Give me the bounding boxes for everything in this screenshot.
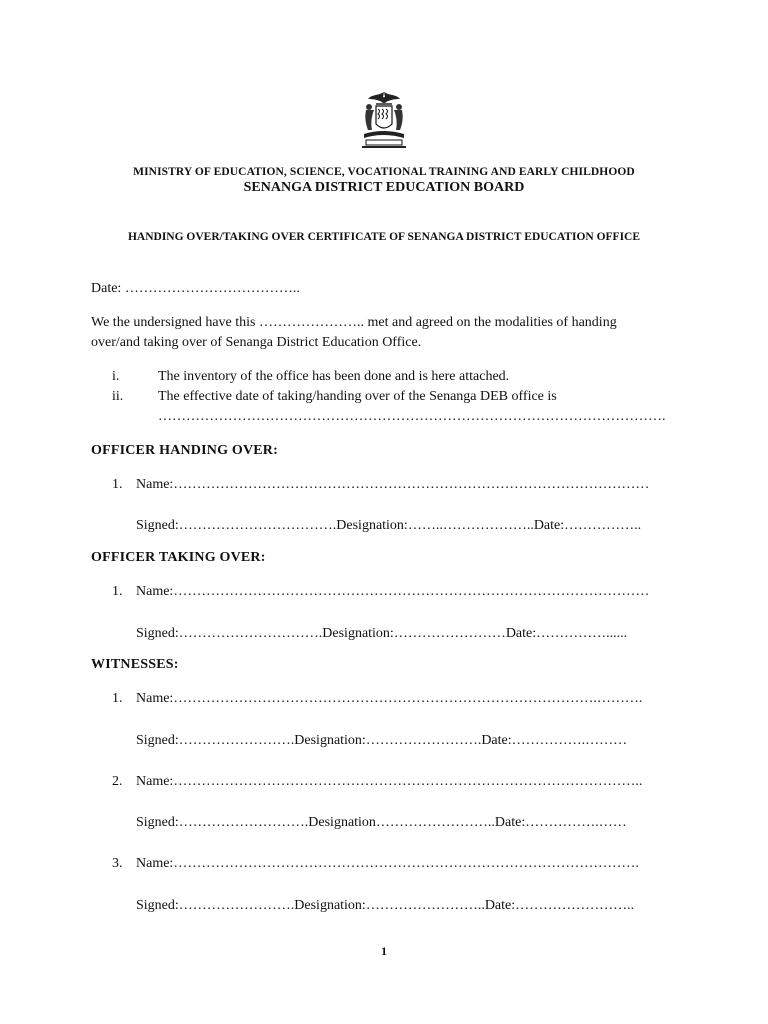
item-continuation: ……………………………………………………………………………………………….	[158, 409, 666, 424]
signature-line[interactable]: Signed:……………………….Designation……………………..Date:…………….……	[136, 815, 627, 830]
name-field[interactable]: Name:………………………………………………………………………………………..	[136, 774, 643, 789]
date-line: Date: ………………………………..	[91, 281, 300, 296]
witnesses-heading: WITNESSES:	[91, 657, 179, 672]
signature-line[interactable]: Signed:………………………….Designation:……………………Date:……………......	[136, 626, 628, 641]
intro-line-2: over/and taking over of Senanga District Education Office.	[91, 335, 422, 350]
item-text: The effective date of taking/handing over of the Senanga DEB office is	[158, 389, 557, 404]
name-field[interactable]: Name:…………………………………………………………………………………………	[136, 477, 650, 492]
list-number: 2.	[112, 774, 123, 789]
page-number: 1	[381, 944, 387, 958]
list-number: 1.	[112, 691, 123, 706]
coat-of-arms-icon	[358, 90, 410, 150]
taking-over-heading: OFFICER TAKING OVER:	[91, 550, 266, 565]
item-marker: ii.	[112, 389, 124, 404]
item-marker: i.	[112, 369, 120, 384]
handing-over-heading: OFFICER HANDING OVER:	[91, 443, 278, 458]
list-number: 3.	[112, 856, 123, 871]
board-heading: SENANGA DISTRICT EDUCATION BOARD	[243, 180, 525, 195]
signature-line[interactable]: Signed:…………………………….Designation:……..………………..Date:……………..	[136, 518, 642, 533]
list-number: 1.	[112, 477, 123, 492]
signature-line[interactable]: Signed:…………………….Designation:……………………..Date:……………………..	[136, 898, 635, 913]
signature-line[interactable]: Signed:…………………….Designation:…………………….Date:…………….………	[136, 733, 628, 748]
name-field[interactable]: Name:……………………………………………………………………………….……….	[136, 691, 643, 706]
name-field[interactable]: Name:……………………………………………………………………………………….	[136, 856, 639, 871]
name-field[interactable]: Name:…………………………………………………………………………………………	[136, 584, 650, 599]
intro-line-1: We the undersigned have this ………………….. met and agreed on the modalities of handing	[91, 315, 617, 330]
ministry-heading: MINISTRY OF EDUCATION, SCIENCE, VOCATIONAL TRAINING AND EARLY CHILDHOOD	[133, 166, 635, 178]
list-number: 1.	[112, 584, 123, 599]
item-text: The inventory of the office has been done and is here attached.	[158, 369, 510, 384]
certificate-title: HANDING OVER/TAKING OVER CERTIFICATE OF SENANGA DISTRICT EDUCATION OFFICE	[127, 231, 641, 243]
